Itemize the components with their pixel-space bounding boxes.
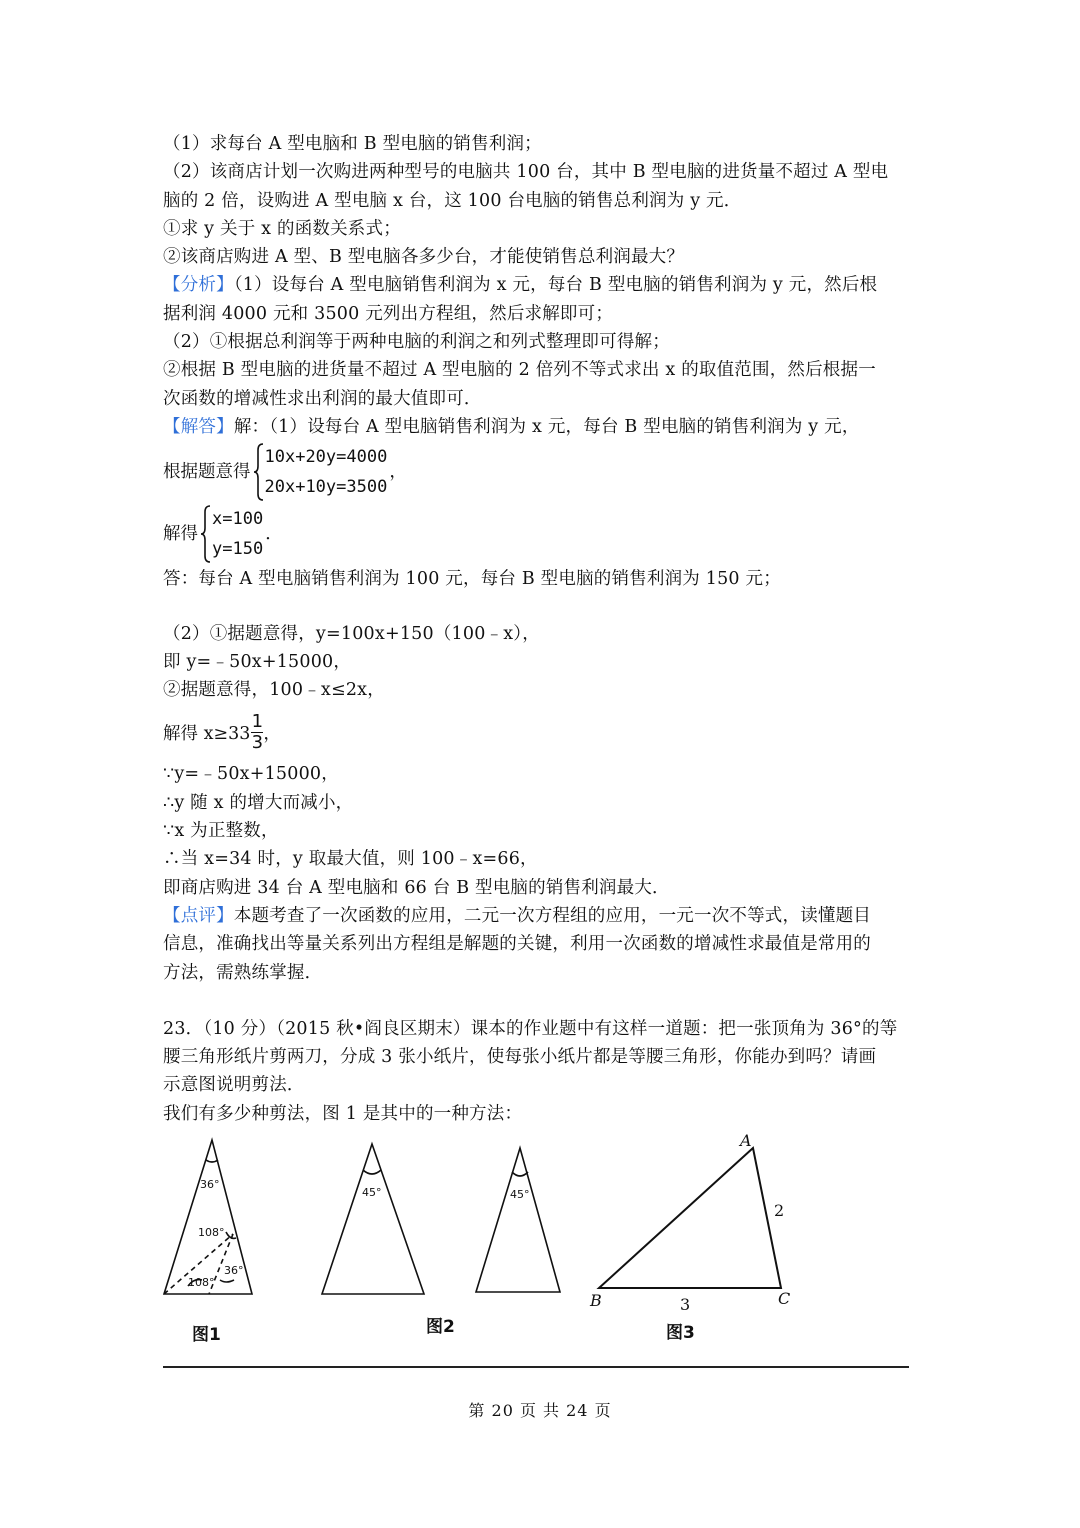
solution-part-2-line-7: ∴当 x=34 时，y 取最大值，则 100﹣x=66， <box>163 849 538 870</box>
brace-icon <box>253 442 265 502</box>
question-part-2: （2）该商店计划一次购进两种型号的电脑共 100 台，其中 B 型电脑的进货量不超过 A 型电 <box>163 162 889 183</box>
figure-3-vertex-b: B <box>590 1291 602 1310</box>
question-part-2-cont: 脑的 2 倍，设购进 A 型电脑 x 台，这 100 台电脑的销售总利润为 y 元． <box>163 190 742 211</box>
figure-2-angle: 45° <box>362 1186 382 1199</box>
analysis-line-4: ②根据 B 型电脑的进货量不超过 A 型电脑的 2 倍列不等式求出 x 的取值范围，然后根据一 <box>163 360 876 381</box>
question-sub-2: ②该商店购进 A 型、B 型电脑各多少台，才能使销售总利润最大？ <box>163 247 685 268</box>
footer-divider <box>163 1366 909 1368</box>
figure-2 <box>322 1144 424 1294</box>
comment-text: 本题考查了一次函数的应用，二元一次方程组的应用，一元一次不等式，读懂题目 <box>233 905 872 926</box>
solution-line-1 <box>163 413 923 441</box>
brace-icon <box>200 504 212 564</box>
figure-1-angle-right: 36° <box>224 1264 244 1277</box>
question-23-line-1: 23．（10 分）（2015 秋•阎良区期末）课本的作业题中有这样一道题：把一张顶角为 36°的等 <box>163 1018 898 1039</box>
figure-1-angle-bottom: 108° <box>188 1276 215 1289</box>
figure-3-side-ac: 2 <box>774 1201 785 1220</box>
figures-svg <box>160 1128 800 1358</box>
fraction-prefix: 解得 x≥33 <box>163 723 251 744</box>
solution-tag: 【解答】 <box>163 416 234 437</box>
fraction-numerator: 1 <box>251 710 264 732</box>
figure-3 <box>599 1148 781 1288</box>
solution-part-2-line-4: ∵y=﹣50x+15000， <box>163 764 339 785</box>
figure-3-vertex-a: A <box>740 1131 752 1150</box>
question-sub-1: ①求 y 关于 x 的函数关系式； <box>163 218 401 239</box>
fraction <box>251 712 263 754</box>
figures-area <box>160 1128 800 1358</box>
system-1-suffix: ， <box>389 462 407 483</box>
answer-line: 答：每台 A 型电脑销售利润为 100 元，每台 B 型电脑的销售利润为 150 元； <box>163 569 781 590</box>
system-1 <box>253 442 388 502</box>
question-23-line-3: 示意图说明剪法． <box>163 1075 305 1096</box>
comment-tag: 【点评】 <box>163 905 234 926</box>
system-1-eq-2: 20x+10y=3500 <box>264 477 388 498</box>
solution-part-2-line-8: 即商店购进 34 台 A 型电脑和 66 台 B 型电脑的销售利润最大． <box>163 877 670 898</box>
system-2-suffix: ． <box>265 524 283 545</box>
figure-1-angle-top: 36° <box>200 1178 220 1191</box>
equation-system-2 <box>163 503 923 565</box>
question-23-line-2: 腰三角形纸片剪两刀，分成 3 张小纸片，使每张小纸片都是等腰三角形，你能办到吗？请画 <box>163 1047 877 1068</box>
figure-2b <box>476 1148 560 1292</box>
question-part-1: （1）求每台 A 型电脑和 B 型电脑的销售利润； <box>163 134 542 154</box>
system-1-eq-1: 10x+20y=4000 <box>264 447 388 468</box>
solution-part-2-line-3: ②据题意得，100﹣x≤2x， <box>163 680 385 701</box>
system-1-prefix: 根据题意得 <box>163 462 251 483</box>
analysis-tag: 【分析】 <box>163 275 234 296</box>
system-2-prefix: 解得 <box>163 524 198 545</box>
analysis-line-3: （2）①根据总利润等于两种电脑的利润之和列式整理即可得解； <box>163 332 670 353</box>
inequality-result <box>163 704 923 760</box>
figure-1-label: 图1 <box>192 1325 221 1345</box>
comment-line-1 <box>163 902 923 930</box>
figure-3-side-bc: 3 <box>680 1295 691 1314</box>
figure-3-label: 图3 <box>666 1323 695 1343</box>
system-2-eq-1: x=100 <box>212 509 264 530</box>
analysis-line-1 <box>163 271 923 299</box>
system-2 <box>200 504 263 564</box>
figure-2-label: 图2 <box>426 1317 455 1337</box>
fraction-denominator: 3 <box>251 732 264 754</box>
figure-2b-angle: 45° <box>510 1188 530 1201</box>
question-23-line-4: 我们有多少种剪法，图 1 是其中的一种方法： <box>163 1103 523 1124</box>
equation-system-1 <box>163 441 923 503</box>
comment-line-2: 信息，准确找出等量关系列出方程组是解题的关键，利用一次函数的增减性求最值是常用的 <box>163 934 871 955</box>
analysis-line-2: 据利润 4000 元和 3500 元列出方程组，然后求解即可； <box>163 303 614 324</box>
analysis-text: （1）设每台 A 型电脑销售利润为 x 元，每台 B 型电脑的销售利润为 y 元，然后根 <box>233 275 878 296</box>
document-body <box>163 130 923 1128</box>
solution-part-2-line-1: （2）①据题意得，y=100x+150（100﹣x）， <box>163 623 540 644</box>
analysis-line-5: 次函数的增减性求出利润的最大值即可． <box>163 388 482 409</box>
solution-text: 解：（1）设每台 A 型电脑销售利润为 x 元，每台 B 型电脑的销售利润为 y 元， <box>233 416 860 437</box>
solution-part-2-line-5: ∴y 随 x 的增大而减小， <box>163 792 354 813</box>
page-footer: 第 20 页 共 24 页 <box>468 1401 612 1420</box>
system-2-eq-2: y=150 <box>212 539 264 560</box>
solution-part-2-line-6: ∵x 为正整数， <box>163 821 279 842</box>
figure-3-vertex-c: C <box>778 1289 791 1308</box>
solution-part-2-line-2: 即 y=﹣50x+15000， <box>163 651 352 672</box>
fraction-suffix: ， <box>263 723 281 744</box>
comment-line-3: 方法，需熟练掌握． <box>163 962 323 983</box>
figure-1-angle-mid: 108° <box>198 1226 225 1239</box>
